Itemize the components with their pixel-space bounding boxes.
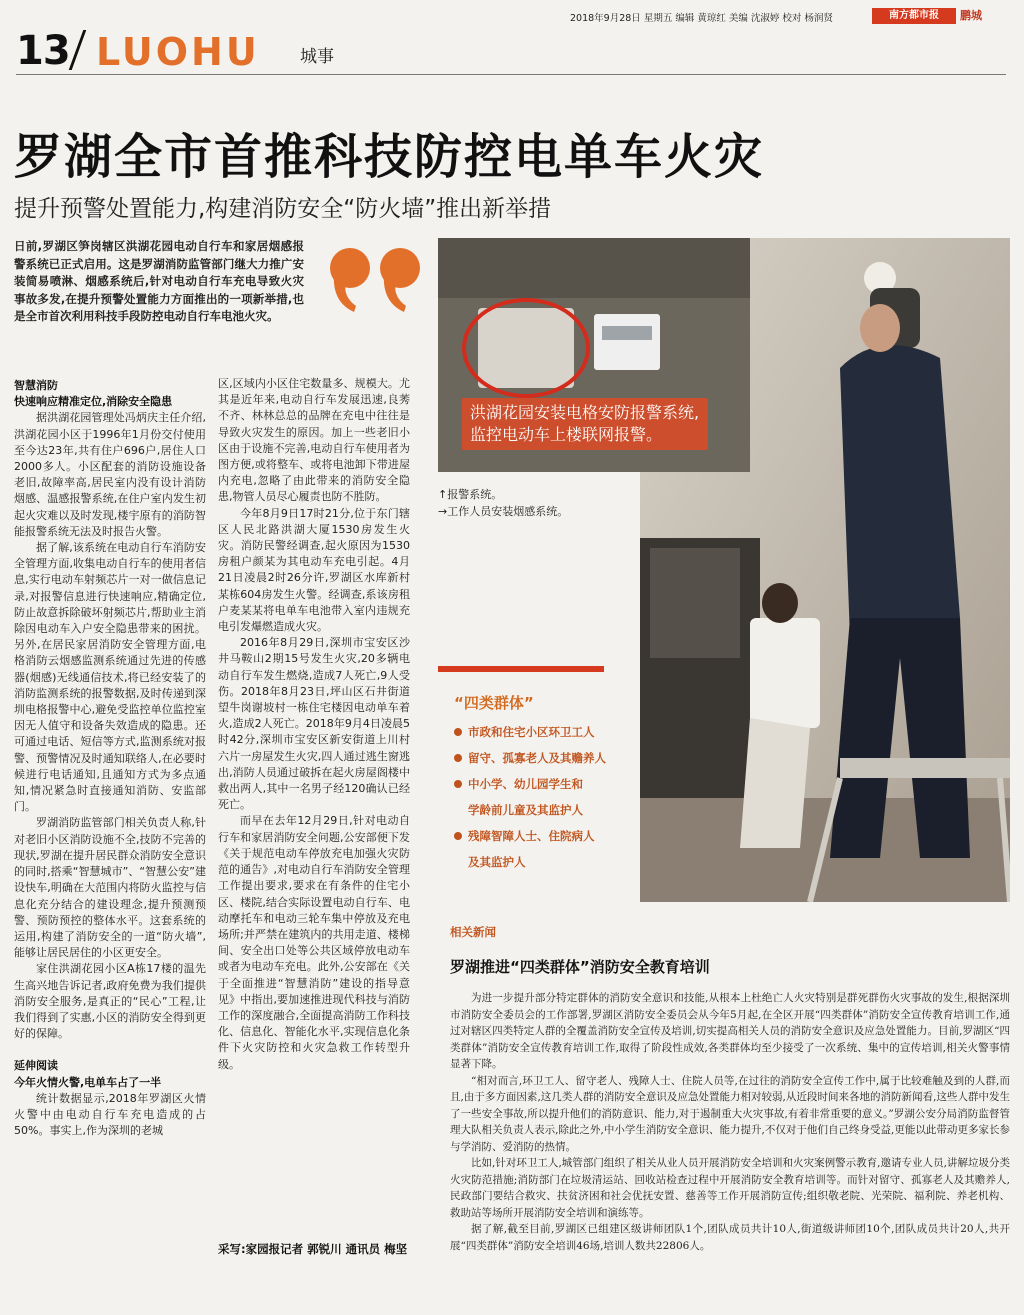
group-item-label: 残障智障人士、住院病人 [468,829,595,843]
group-item [454,771,638,797]
paragraph: 区,区域内小区住宅数量多、规模大。尤其是近年来,电动自行车发展迅速,良莠不齐、林林总总的品牌在充电中往往是导致火灾发生的原因。加上一些老旧小区由于设施不完善,电动自行车使用者为图方便,或将整车、或将电池卸下带进屋内充电,忽略了由此带来的消防安全隐患,物管人员尽心履责也防不胜防。 [218,377,410,504]
bullet-icon [454,754,462,762]
related-news-body [450,990,1010,1254]
lede-paragraph: 日前,罗湖区笋岗辖区洪湖花园电动自行车和家居烟感报警系统已正式启用。这是罗湖消防监管部门继大力推广安装简易喷淋、烟感系统后,针对电动自行车充电导致火灾事故多发,在提升预警处置能力方面推出的一项新举措,也是全市首次利用科技手段防控电动自行车电池火灾。 [14,239,304,323]
article-column-1 [14,376,206,1139]
edition-logo: 鹏城 [960,9,982,22]
group-item [454,719,638,745]
photo-caption-overlay: 洪湖花园安装电格安防报警系统,监控电动车上楼联网报警。 [462,398,708,450]
paragraph: 2016年8月29日,深圳市宝安区沙井马鞍山2期15号发生火灾,20多辆电动自行车发生燃烧,造成7人死亡,9人受伤。2018年8月23日,坪山区石井街道望牛岗谢坡村一栋住宅楼因电动单车着火,造成2人死亡。2018年9月4日凌晨5时42分,深圳市宝安区新安街道上川村六片一房屋发生火灾,四人通过逃生窗逃出,消防人员通过破拆在起火房屋阁楼中救出两人,其中一名男子经120确认已经死亡。 [218,636,410,812]
issue-meta: 2018年9月28日 星期五 编辑 黄琼红 美编 沈淑婷 校对 杨润贤 [570,13,833,24]
headline: 罗湖全市首推科技防控电单车火灾 [14,129,765,185]
slash-divider [69,30,87,70]
byline: 采写:家园报记者 郭锐川 通讯员 梅坚 [218,1242,408,1256]
top-info-bar [540,8,1016,24]
photo-captions [438,486,638,520]
group-item-label: 及其监护人 [468,855,526,869]
group-item-label: 市政和住宅小区环卫工人 [468,725,595,739]
group-item [454,849,638,875]
groups-list [438,719,638,875]
section-title: LUOHU [96,30,260,74]
caption-worker: →工作人员安装烟感系统。 [438,505,569,518]
related-news-title: 罗湖推进“四类群体”消防安全教育培训 [450,958,710,976]
paragraph: “相对而言,环卫工人、留守老人、残障人士、住院人员等,在过往的消防安全宣传工作中,属于比较难触及到的人群,而且,由于多方面因素,这几类人群的消防安全意识及应急处置能力相对较弱,从近段时间来各地的消防新闻看,这些人群中发生了一些安全事故,所以提升他们的消防意识、能力,对于遏制重大火灾事故,有着非常重要的意义。”罗湖公安分局消防监督管理大队相关负责人表示,除此之外,中小学生消防安全意识、能力提升,不仅对于他们自己终身受益,更能以此带动更多家长参与学消防、爱消防的热情。 [450,1074,1010,1153]
paragraph: 家住洪湖花园小区A栋17楼的温先生高兴地告诉记者,政府免费为我们提供消防安全服务,是真正的“民心”工程,让我们得到了实惠,小区的消防安全得到更好的保障。 [14,962,206,1041]
four-groups-box [438,666,638,875]
group-item [454,745,638,771]
paragraph: 今年8月9日17时21分,位于东门辖区人民北路洪湖大厦1530房发生火灾。消防民警经调查,起火原因为1530房租户颜某为其电动车充电引起。4月21日凌晨2时26分许,罗湖区水库新村某栋604房发生火警。经调查,系该房租户麦某某将电单车电池带入室内违规充电引发爆燃造成火灾。 [218,506,410,634]
accent-bar [438,666,604,672]
paragraph: 比如,针对环卫工人,城管部门组织了相关从业人员开展消防安全培训和火灾案例警示教育,邀请专业人员,讲解垃圾分类火灾防范措施;消防部门在垃圾清运站、回收站检查过程中开展消防安全教育培训等。而针对留守、孤寡老人及其赡养人,民政部门要结合救灾、扶贫济困和社会优抚安置、慈善等工作开展消防宣传;组织敬老院、光荣院、福利院、养老机构、救助站等场所开展消防安全培训和演练等。 [450,1157,1010,1219]
group-item-label: 中小学、幼儿园学生和 [468,777,583,791]
quote-mark-icon [320,240,430,320]
paragraph: 而早在去年12月29日,针对电动自行车和家居消防安全问题,公安部便下发《关于规范电动车停放充电加强火灾防范的通告》,对电动自行车消防安全管理工作提出要求,要求在有条件的住宅小区、楼院,结合实际设置电动自行车、电动摩托车和电动三轮车集中停放及充电场所;并严禁在建筑内的共用走道、楼梯间、安全出口处等公共区域停放电动车或者为电动车充电。此外,公安部在《关于全面推进“智慧消防”建设的指导意见》中指出,要加速推进现代科技与消防工作的深度融合,全面提高消防工作科技化、信息化、智能化水平,实现信息化条件下火灾防控和火灾急救工作转型升级。 [218,814,410,1071]
bullet-icon [454,728,462,736]
paragraph: 据了解,该系统在电动自行车消防安全管理方面,收集电动自行车的使用者信息,实行电动车射频芯片一对一做信息记录,对报警信息进行快速响应,精确定位,防止故意拆除破坏射频芯片,帮助业主消除因电动车入户安全隐患带来的困扰。另外,在居民家居消防安全管理方面,电格消防云烟感监测系统通过先进的传感器(烟感)无线通信技术,将已经安装了的消防监测系统的报警数据,及时传递到深圳电格报警中心,避免受监控单位监控室因无人值守和设备失效造成的隐患。还可通过电话、短信等方式,监测系统对报警、预警情况及时通知联络人,在必要时候进行电话通知,且通知方式为多点通知,情况紧急时直接通知消防、安监部门。 [14,541,206,814]
groups-title: “四类群体” [454,694,534,712]
subheading-smart-fire: 智慧消防 [14,379,58,392]
subheadline: 提升预警处置能力,构建消防安全“防火墙”推出新举措 [14,196,552,222]
section-subtitle: 城事 [300,47,334,67]
group-item [454,797,638,823]
paragraph: 统计数据显示,2018年罗湖区火情火警中由电动自行车充电造成的占50%。事实上,作为深圳的老城 [14,1091,206,1138]
caption-alarm: ↑报警系统。 [438,488,503,501]
paragraph: 据了解,截至目前,罗湖区已组建区级讲师团队1个,团队成员共计10人,街道级讲师团10个,团队成员共计20人,共开展“四类群体”消防安全培训46场,培训人数共22806人。 [450,1223,1010,1252]
subheading-quick-response: 快速响应精准定位,消除安全隐患 [14,395,173,409]
group-item [454,823,638,849]
page-number: 13 [16,28,70,74]
group-item-label: 留守、孤寡老人及其赡养人 [468,751,606,765]
subheading-extended-reading: 延伸阅读 [14,1059,58,1073]
article-column-2 [218,376,410,1073]
bullet-icon [454,832,462,840]
subheading-ebike-fires: 今年火情火警,电单车占了一半 [14,1075,162,1089]
paragraph: 罗湖消防监管部门相关负责人称,针对老旧小区消防设施不全,技防不完善的现状,罗湖在提升居民群众消防安全意识的同时,搭乘“智慧城市”、“智慧公安”建设快车,明确在大范围内将防火监控与信息化充分结合的建设理念,提升预测预警、预防预控的整体水平。这套系统的运用,构建了消防安全的一道“防火墙”,能够让居民居住的小区更安全。 [14,816,206,960]
newspaper-logo: 南方都市报 [872,8,956,24]
related-news-label: 相关新闻 [450,925,496,939]
masthead [16,26,1006,75]
group-item-label: 学龄前儿童及其监护人 [468,803,583,817]
paragraph: 据洪湖花园管理处冯炳庆主任介绍,洪湖花园小区于1996年1月份交付使用至今达23年,共有住户696户,居住人口2000多人。小区配套的消防设施设备老旧,故障率高,居民室内没有设计消防烟感、温感报警系统,在住户室内发生初起火灾难以及时发现,楼宇原有的消防智能报警系统无法及时报告火警。 [14,411,206,538]
bullet-icon [454,780,462,788]
paragraph: 为进一步提升部分特定群体的消防安全意识和技能,从根本上杜绝亡人火灾特别是群死群伤火灾事故的发生,根据深圳市消防安全委员会的工作部署,罗湖区消防安全委员会从今年5月起,在全区开展“四类群体”消防安全宣传教育培训工作,通过对辖区四类特定人群的全覆盖消防安全宣传及培训,切实提高相关人员的消防安全意识及应急处置能力。目前,罗湖区“四类群体”消防安全宣传教育培训工作,取得了阶段性成效,各类群体均至少接受了一次系统、集中的宣传培训,相关火警事情显著下降。 [450,992,1010,1070]
